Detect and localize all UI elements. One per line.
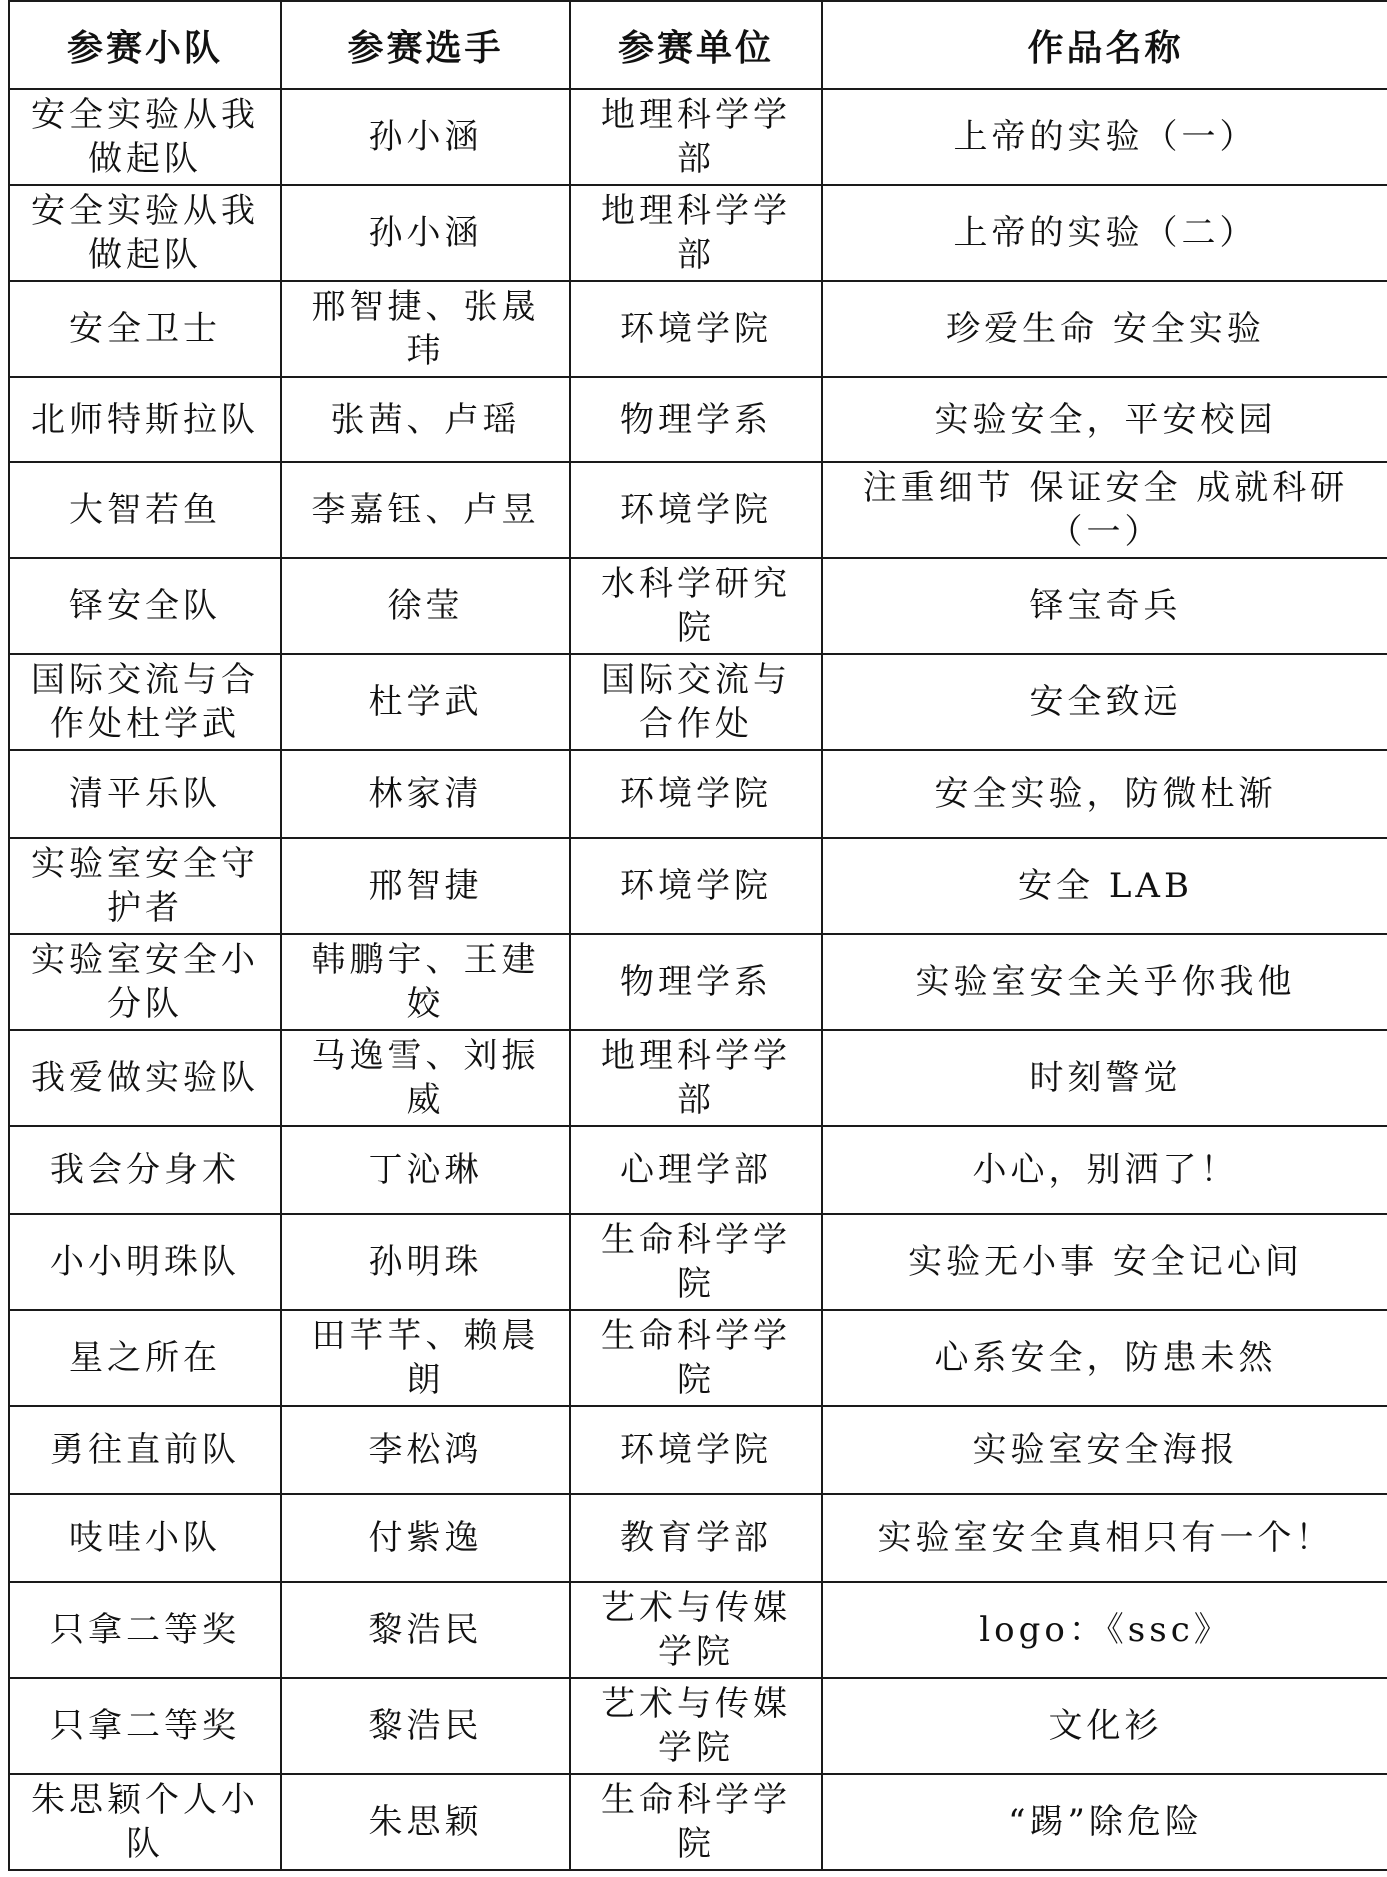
work-cell: logo：《ssc》 (822, 1582, 1387, 1678)
table-row (9, 1582, 1387, 1678)
work-cell: 实验室安全海报 (822, 1406, 1387, 1494)
players-cell: 黎浩民 (281, 1582, 570, 1678)
players-cell: 韩鹏宇、王建姣 (281, 934, 570, 1030)
unit-cell: 生命科学学院 (570, 1774, 822, 1870)
team-cell: 国际交流与合作处杜学武 (9, 654, 281, 750)
header-team: 参赛小队 (9, 1, 281, 89)
unit-cell: 心理学部 (570, 1126, 822, 1214)
unit-cell: 环境学院 (570, 462, 822, 558)
players-cell: 李嘉钰、卢昱 (281, 462, 570, 558)
work-cell: “踢”除危险 (822, 1774, 1387, 1870)
unit-cell: 艺术与传媒学院 (570, 1678, 822, 1774)
table-row (9, 1126, 1387, 1214)
players-cell: 田芊芊、赖晨朗 (281, 1310, 570, 1406)
team-cell: 安全实验从我做起队 (9, 89, 281, 185)
unit-cell: 生命科学学院 (570, 1214, 822, 1310)
team-cell: 我会分身术 (9, 1126, 281, 1214)
work-cell: 珍爱生命 安全实验 (822, 281, 1387, 377)
header-work: 作品名称 (822, 1, 1387, 89)
table-row (9, 377, 1387, 462)
unit-cell: 环境学院 (570, 838, 822, 934)
unit-cell: 教育学部 (570, 1494, 822, 1582)
document-page (8, 0, 1387, 1877)
players-cell: 李松鸿 (281, 1406, 570, 1494)
table-row (9, 1214, 1387, 1310)
table-row (9, 838, 1387, 934)
table-row (9, 281, 1387, 377)
table-row (9, 750, 1387, 838)
table-row (9, 1678, 1387, 1774)
unit-cell: 环境学院 (570, 750, 822, 838)
unit-cell: 地理科学学部 (570, 89, 822, 185)
table-row (9, 934, 1387, 1030)
header-unit: 参赛单位 (570, 1, 822, 89)
team-cell: 清平乐队 (9, 750, 281, 838)
unit-cell: 物理学系 (570, 377, 822, 462)
team-cell: 星之所在 (9, 1310, 281, 1406)
players-cell: 黎浩民 (281, 1678, 570, 1774)
players-cell: 孙明珠 (281, 1214, 570, 1310)
table-row (9, 654, 1387, 750)
work-cell: 时刻警觉 (822, 1030, 1387, 1126)
players-cell: 孙小涵 (281, 185, 570, 281)
work-cell: 实验无小事 安全记心间 (822, 1214, 1387, 1310)
unit-cell: 环境学院 (570, 281, 822, 377)
work-cell: 注重细节 保证安全 成就科研（一） (822, 462, 1387, 558)
work-cell: 上帝的实验（二） (822, 185, 1387, 281)
work-cell: 安全致远 (822, 654, 1387, 750)
team-cell: 实验室安全小分队 (9, 934, 281, 1030)
team-cell: 勇往直前队 (9, 1406, 281, 1494)
team-cell: 小小明珠队 (9, 1214, 281, 1310)
table-row (9, 1494, 1387, 1582)
table-row (9, 462, 1387, 558)
table-row (9, 1030, 1387, 1126)
table-row (9, 1774, 1387, 1870)
work-cell: 安全 LAB (822, 838, 1387, 934)
team-cell: 朱思颖个人小队 (9, 1774, 281, 1870)
players-cell: 张茜、卢瑶 (281, 377, 570, 462)
unit-cell: 国际交流与合作处 (570, 654, 822, 750)
table-row (9, 89, 1387, 185)
table-row (9, 1310, 1387, 1406)
work-cell: 安全实验，防微杜渐 (822, 750, 1387, 838)
players-cell: 朱思颖 (281, 1774, 570, 1870)
team-cell: 只拿二等奖 (9, 1582, 281, 1678)
team-cell: 安全实验从我做起队 (9, 185, 281, 281)
work-cell: 心系安全，防患未然 (822, 1310, 1387, 1406)
work-cell: 实验安全，平安校园 (822, 377, 1387, 462)
players-cell: 马逸雪、刘振威 (281, 1030, 570, 1126)
unit-cell: 地理科学学部 (570, 185, 822, 281)
team-cell: 吱哇小队 (9, 1494, 281, 1582)
entries-table (8, 0, 1387, 1871)
work-cell: 铎宝奇兵 (822, 558, 1387, 654)
team-cell: 实验室安全守护者 (9, 838, 281, 934)
table-row (9, 558, 1387, 654)
table-row (9, 185, 1387, 281)
players-cell: 杜学武 (281, 654, 570, 750)
team-cell: 安全卫士 (9, 281, 281, 377)
work-cell: 文化衫 (822, 1678, 1387, 1774)
work-cell: 实验室安全关乎你我他 (822, 934, 1387, 1030)
unit-cell: 地理科学学部 (570, 1030, 822, 1126)
unit-cell: 环境学院 (570, 1406, 822, 1494)
table-row (9, 1406, 1387, 1494)
unit-cell: 艺术与传媒学院 (570, 1582, 822, 1678)
players-cell: 徐莹 (281, 558, 570, 654)
players-cell: 林家清 (281, 750, 570, 838)
work-cell: 上帝的实验（一） (822, 89, 1387, 185)
players-cell: 孙小涵 (281, 89, 570, 185)
team-cell: 只拿二等奖 (9, 1678, 281, 1774)
players-cell: 丁沁琳 (281, 1126, 570, 1214)
work-cell: 小心，别洒了！ (822, 1126, 1387, 1214)
header-players: 参赛选手 (281, 1, 570, 89)
unit-cell: 水科学研究院 (570, 558, 822, 654)
team-cell: 北师特斯拉队 (9, 377, 281, 462)
work-cell: 实验室安全真相只有一个！ (822, 1494, 1387, 1582)
unit-cell: 物理学系 (570, 934, 822, 1030)
players-cell: 付紫逸 (281, 1494, 570, 1582)
players-cell: 邢智捷、张晟玮 (281, 281, 570, 377)
team-cell: 大智若鱼 (9, 462, 281, 558)
team-cell: 我爱做实验队 (9, 1030, 281, 1126)
table-header-row (9, 1, 1387, 89)
players-cell: 邢智捷 (281, 838, 570, 934)
team-cell: 铎安全队 (9, 558, 281, 654)
unit-cell: 生命科学学院 (570, 1310, 822, 1406)
